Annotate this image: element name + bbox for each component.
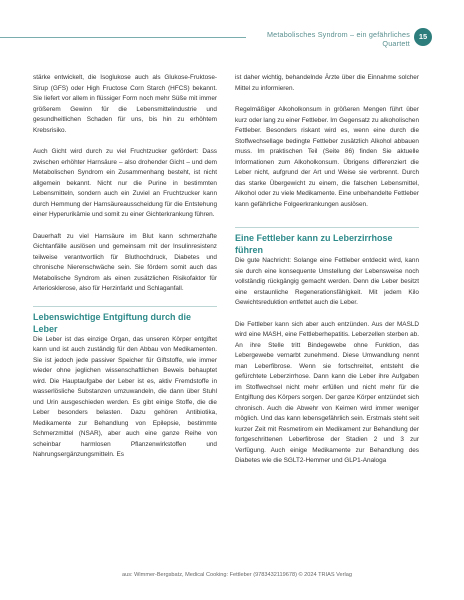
page-footer: aus: Wimmer-Bergsbatz, Medical Cooking: Fettleber (9783432119678) © 2024 TRIAS Verlag [122, 572, 352, 578]
paragraph: Die gute Nachricht: Solange eine Fettleber entdeckt wird, kann sie durch eine konsequente Umstellung der Lebensweise noch vollständig rückgängig gemacht werden. Denn die Leber besitzt eine erstaunliche Regenerationsfähigkeit. Mit jedem Kilo Gewichtsreduktion entfettet auch die Leber. [235, 257, 419, 306]
spacer [33, 295, 217, 306]
running-header-title: Metabolisches Syndrom – ein gefährliches Quartett [246, 30, 414, 48]
section-heading: Lebenswichtige Entgiftung durch die Leber [33, 306, 217, 335]
paragraph: Die Leber ist das einzige Organ, das unseren Körper entgiftet kann und ist auch zuständig für den Abbau von Medikamenten. Sie ist jedoch jede passiver Speicher für Giftstoffe, wie immer wieder ohne jeglichen wissenschaftlichen Beweis behauptet wird. Die Hauptaufgabe der Leber ist es, aktiv Fremdstoffe in wasserlösliche Substanzen umzuwandeln, die dann über Stuhl und Urin ausgeschieden werden. Es gibt einige Stoffe, die die Leber besonders belasten. Dazu gehören Antibiotika, Medikamente zur Behandlung von Epilepsie, bestimmte Schmerzmittel (NSAR), aber auch eine ganze Reihe von scheinbar harmlosen Pflanzenwirkstoffen und Nahrungsergänzungsmitteln. Es [33, 335, 217, 458]
spacer [235, 94, 419, 105]
section-heading: Eine Fettleber kann zu Leberzirrhose führen [235, 227, 419, 256]
paragraph: ist daher wichtig, behandelnde Ärzte über die Einnahme solcher Mittel zu informieren. [235, 74, 419, 92]
paragraph: Auch Gicht wird durch zu viel Fruchtzucker gefördert: Dass zwischen erhöhter Harnsäure – also drohender Gicht – und dem Metabolischen Syndrom ein Zusammenhang besteht, ist nicht allgemein bekannt. Nicht nur die Purine in bestimmten Lebensmitteln, sondern auch ein Zuviel an Fruchtzucker kann durch Hemmung der Harnsäureausscheidung für die Entstehung einer Hyperurikämie und somit zu einer Gichterkrankung führen. [33, 148, 217, 218]
spacer [235, 309, 419, 320]
left-column [33, 73, 217, 461]
paragraph: Regelmäßiger Alkoholkonsum in größeren Mengen führt über kurz oder lang zu einer Fettleber. Im Gegensatz zu alkoholischen Fettleber. Besonders riskant wird es, wenn eine durch die Stoffwechsellage bedingte Fettleber zusätzlich Alkohol abbauen muss. Im praktischen Teil (Seite 86) finden Sie aktuelle Informationen zum Alkoholkonsum. Übrigens differenziert die Leber nicht, aufgrund der Art und Weise sie verbrennt. Durch das starke Übergewicht zu einem, die falschen Lebensmittel, Alkohol oder zu viele Medikamente. Eine unbehandelte Fettleber kann gefährliche Folgeerkrankungen auslösen. [235, 106, 420, 208]
right-column [235, 73, 419, 467]
paragraph: Die Fettleber kann sich aber auch entzünden. Aus der MASLD wird eine MASH, eine Fettleberhepatitis. Leberzellen sterben ab. An ihre Stelle tritt Bindegewebe ohne Funktion, das Lebergewebe vernarbt zunehmend. Diese Umwandlung nennt man Leberfibrose. Wenn sie fortschreitet, entsteht die gefürchtete Leberzirrhose. Dann kann die Leber ihre Aufgaben im Stoffwechsel nicht mehr erfüllen und nicht mehr für die Entgiftung des Körpers sorgen. Der ganze Körper entzündet sich chronisch. Auch die Abwehr von Keimen wird immer weniger möglich. Und das kann lebensgefährlich sein. Erstmals steht seit kurzer Zeit mit Resmetirom ein Medikament zur Behandlung der fortgeschrittenen Leberfibrose der Stadien 2 und 3 zur Verfügung. Auch einige Medikamente zur Behandlung des Diabetes wie die SGLT2-Hemmer und GLP1-Analoga [235, 320, 419, 464]
paragraph: Dauerhaft zu viel Harnsäure im Blut kann schmerzhafte Gichtanfälle auslösen und gemeinsam mit der Insulinresistenz teilweise verantwortlich für Bluthochdruck, Diabetes und chronische Nierenschwäche sein. Sie fördern somit auch das Metabolische Syndrom als einen zusätzlichen Risikofaktor für Arteriosklerose, also für Herzinfarkt und Schlaganfall. [33, 232, 217, 292]
page-number-badge: 15 [414, 28, 432, 46]
spacer [33, 136, 217, 147]
paragraph: stärke entwickelt, die Isoglukose auch als Glukose-Fruktose-Sirup (GFS) oder High Fructose Corn Starch (HFCS) bekannt. Sie liefert vor allem in flüssiger Form noch mehr Süße mit immer größerem Gewinn für die Lebensmittelindustrie und gesundheitlichen Schaden für uns, bis hin zu erhöhtem Krebsrisiko. [33, 74, 217, 134]
spacer [235, 210, 419, 227]
spacer [33, 221, 217, 232]
